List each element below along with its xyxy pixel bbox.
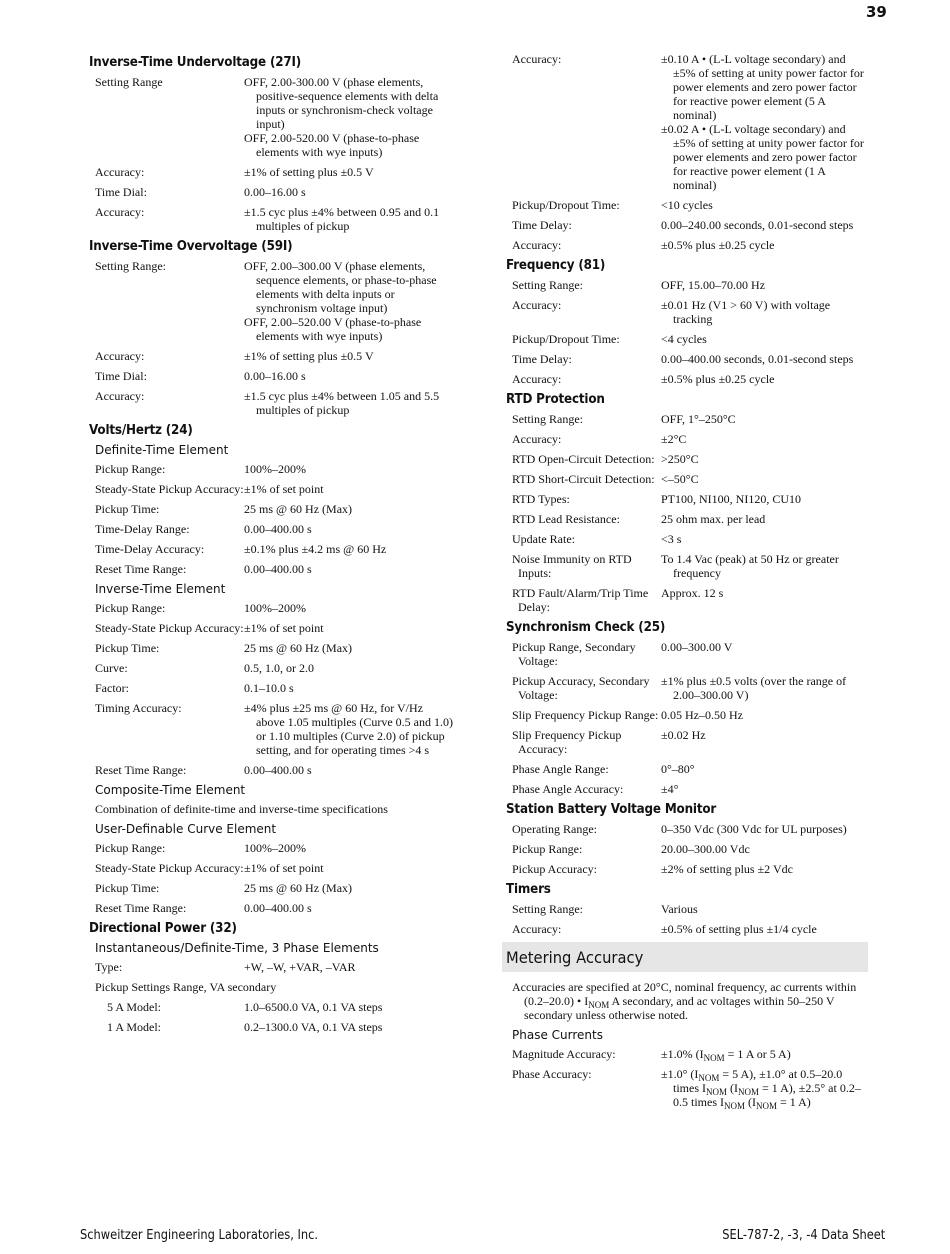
section-heading: RTD Protection	[506, 392, 605, 407]
spec-value-line: <3 s	[661, 532, 682, 546]
spec-label: Pickup Range:	[95, 841, 166, 855]
spec-value	[244, 369, 454, 383]
spec-value-line: ±1% of set point	[244, 621, 324, 635]
metering-heading: Metering Accuracy	[506, 948, 644, 967]
spec-value-line: 0.00–400.00 s	[244, 763, 312, 777]
spec-value	[661, 52, 868, 192]
spec-value-line: PT100, NI100, NI120, CU10	[661, 492, 801, 506]
spec-value	[244, 661, 454, 675]
spec-value-line: 0.2–1300.0 VA, 0.1 VA steps	[244, 1020, 383, 1034]
spec-value	[244, 482, 454, 496]
subsection-heading: Instantaneous/Definite-Time, 3 Phase Elements	[95, 941, 379, 955]
spec-value	[244, 960, 454, 974]
spec-value-line: 0.00–400.00 s	[244, 562, 312, 576]
spec-row	[95, 1020, 454, 1034]
spec-row	[95, 960, 454, 974]
section-heading: Frequency (81)	[506, 258, 606, 273]
spec-label: Slip Frequency Pickup Accuracy:	[512, 728, 622, 756]
right-column	[506, 52, 868, 1115]
spec-value-line: ±1% of set point	[244, 861, 324, 875]
spec-value-line: ±1.5 cyc plus ±4% between 1.05 and 5.5 multiples of pickup	[244, 389, 440, 417]
spec-value	[661, 532, 868, 546]
spec-value-line: ±0.02 A • (L-L voltage secondary) and ±5% of setting at unity power factor for power elements and zero power factor for reactive power element (1 A nominal)	[661, 122, 864, 192]
spec-row	[512, 238, 868, 252]
spec-row	[95, 185, 454, 199]
spec-label: Reset Time Range:	[95, 562, 187, 576]
spec-value-line: +W, –W, +VAR, –VAR	[244, 960, 356, 974]
spec-label: RTD Lead Resistance:	[512, 512, 620, 526]
spec-row	[95, 542, 454, 556]
spec-value	[661, 822, 868, 836]
spec-label: RTD Fault/Alarm/Trip Time Delay:	[512, 586, 649, 614]
spec-value	[661, 472, 868, 486]
spec-value-line: ±0.5% plus ±0.25 cycle	[661, 238, 775, 252]
spec-row	[512, 352, 868, 366]
spec-label: Pickup Range:	[512, 842, 583, 856]
spec-value	[661, 432, 868, 446]
spec-value	[244, 1020, 454, 1034]
spec-row	[512, 472, 868, 486]
spec-row	[512, 708, 868, 722]
spec-label: Factor:	[95, 681, 129, 695]
spec-value-line: 0.00–400.00 seconds, 0.01-second steps	[661, 352, 854, 366]
spec-value	[661, 352, 868, 366]
spec-value	[661, 922, 868, 936]
spec-label: Time Dial:	[95, 185, 147, 199]
section-heading: Inverse-Time Undervoltage (27I)	[89, 55, 302, 70]
spec-row	[512, 822, 868, 836]
spec-row	[95, 205, 454, 233]
spec-label: Pickup/Dropout Time:	[512, 198, 620, 212]
spec-label: Reset Time Range:	[95, 901, 187, 915]
spec-value-line: 100%–200%	[244, 462, 306, 476]
spec-row	[512, 278, 868, 292]
spec-value-line: Various	[661, 902, 698, 916]
spec-value-line: 0.5, 1.0, or 2.0	[244, 661, 314, 675]
spec-label: RTD Open-Circuit Detection:	[512, 452, 655, 466]
spec-label: Accuracy:	[512, 238, 562, 252]
spec-value-line: Approx. 12 s	[661, 586, 724, 600]
spec-row	[95, 502, 454, 516]
spec-row	[95, 482, 454, 496]
subsection-heading: Phase Currents	[512, 1028, 603, 1042]
spec-row	[95, 901, 454, 915]
spec-label: Pickup Range:	[95, 462, 166, 476]
spec-row	[512, 432, 868, 446]
spec-value-line: ±1% of setting plus ±0.5 V	[244, 165, 374, 179]
spec-row	[95, 661, 454, 675]
spec-label: Pickup/Dropout Time:	[512, 332, 620, 346]
spec-row	[95, 763, 454, 777]
spec-value-line: 0–350 Vdc (300 Vdc for UL purposes)	[661, 822, 847, 836]
spec-row	[512, 492, 868, 506]
spec-label: RTD Types:	[512, 492, 570, 506]
spec-value-line: 25 ohm max. per lead	[661, 512, 766, 526]
subsection-heading: Inverse-Time Element	[95, 582, 226, 596]
spec-value	[661, 640, 868, 668]
spec-label: Time Delay:	[512, 218, 572, 232]
footer-company: Schweitzer Engineering Laboratories, Inc.	[80, 1228, 319, 1243]
spec-label: Setting Range:	[512, 412, 583, 426]
spec-label: Accuracy:	[512, 298, 562, 312]
spec-row	[512, 512, 868, 526]
spec-row	[95, 601, 454, 615]
spec-value-line: 0.00–16.00 s	[244, 369, 306, 383]
spec-value-line: 20.00–300.00 Vdc	[661, 842, 750, 856]
spec-label: Reset Time Range:	[95, 763, 187, 777]
spec-label: Pickup Range, Secondary Voltage:	[512, 640, 636, 668]
spec-label: Type:	[95, 960, 123, 974]
spec-value	[661, 372, 868, 386]
spec-row	[512, 674, 868, 702]
spec-value-line: OFF, 15.00–70.00 Hz	[661, 278, 766, 292]
spec-row	[512, 552, 868, 580]
spec-value-line: 0.00–16.00 s	[244, 185, 306, 199]
spec-value-line: ±2% of setting plus ±2 Vdc	[661, 862, 793, 876]
spec-value-line: ±4°	[661, 782, 679, 796]
page-number: 39	[866, 3, 887, 21]
spec-label: Accuracy:	[512, 52, 562, 66]
spec-label: Setting Range:	[512, 902, 583, 916]
spec-row	[512, 532, 868, 546]
spec-value	[244, 681, 454, 695]
spec-value-line: 25 ms @ 60 Hz (Max)	[244, 881, 353, 895]
spec-value-line: 25 ms @ 60 Hz (Max)	[244, 641, 353, 655]
spec-value-line: ±0.5% plus ±0.25 cycle	[661, 372, 775, 386]
spec-value-line: 0.00–300.00 V	[661, 640, 733, 654]
spec-value	[661, 902, 868, 916]
spec-value	[244, 462, 454, 476]
subsection-heading: Definite-Time Element	[95, 443, 229, 457]
spec-value-line: <4 cycles	[661, 332, 707, 346]
spec-row	[95, 1000, 454, 1014]
spec-value-line: OFF, 1°–250°C	[661, 412, 736, 426]
spec-label: Time Dial:	[95, 369, 147, 383]
spec-value	[244, 841, 454, 855]
spec-row	[512, 412, 868, 426]
spec-value	[661, 1047, 868, 1061]
spec-value	[244, 542, 454, 556]
spec-value-line: OFF, 2.00-300.00 V (phase elements, positive-sequence elements with delta inputs or synchronism-check voltage input)	[244, 75, 439, 131]
spec-value	[244, 389, 454, 417]
spec-row	[95, 562, 454, 576]
spec-row	[95, 841, 454, 855]
spec-value	[244, 1000, 454, 1014]
spec-label: Setting Range:	[95, 259, 166, 273]
spec-value-line: 100%–200%	[244, 601, 306, 615]
spec-row	[512, 452, 868, 466]
spec-row	[95, 389, 454, 417]
spec-value	[661, 452, 868, 466]
spec-value	[244, 502, 454, 516]
spec-row	[95, 259, 454, 343]
spec-value	[661, 728, 868, 756]
spec-row	[512, 922, 868, 936]
spec-label: Accuracy:	[95, 205, 145, 219]
spec-row	[95, 701, 454, 757]
spec-label: Time Delay:	[512, 352, 572, 366]
spec-label: Pickup Accuracy, Secondary Voltage:	[512, 674, 650, 702]
section-heading: Volts/Hertz (24)	[89, 423, 193, 438]
spec-row	[95, 75, 454, 159]
spec-label: Operating Range:	[512, 822, 597, 836]
spec-value	[244, 641, 454, 655]
spec-value	[244, 861, 454, 875]
spec-value	[244, 562, 454, 576]
spec-label: Accuracy:	[512, 922, 562, 936]
spec-label: 1 A Model:	[107, 1020, 162, 1034]
spec-value	[661, 298, 868, 326]
spec-value	[661, 198, 868, 212]
spec-label: Phase Accuracy:	[512, 1067, 592, 1081]
spec-label: Noise Immunity on RTD Inputs:	[512, 552, 632, 580]
spec-row	[512, 52, 868, 192]
spec-value	[661, 782, 868, 796]
spec-label: Pickup Time:	[95, 502, 160, 516]
spec-value-line: 0.00–240.00 seconds, 0.01-second steps	[661, 218, 854, 232]
spec-value	[244, 75, 454, 159]
spec-row	[512, 640, 868, 668]
spec-value	[244, 881, 454, 895]
spec-label: Accuracy:	[95, 165, 145, 179]
spec-value	[661, 842, 868, 856]
spec-row	[95, 861, 454, 875]
spec-value-line: ±1% plus ±0.5 volts (over the range of 2.00–300.00 V)	[661, 674, 847, 702]
spec-value	[661, 674, 868, 702]
spec-value	[244, 621, 454, 635]
spec-value-line: OFF, 2.00–300.00 V (phase elements, sequence elements, or phase-to-phase elements with delta inputs or synchronism voltage input)	[244, 259, 437, 315]
spec-value-line: ±0.1% plus ±4.2 ms @ 60 Hz	[244, 542, 387, 556]
spec-value-line: 1.0–6500.0 VA, 0.1 VA steps	[244, 1000, 383, 1014]
spec-value-line: ±0.02 Hz	[661, 728, 706, 742]
subsection-heading: Composite-Time Element	[95, 783, 246, 797]
spec-value-line: ±1.0% ($I_{NOM} = 1$ A or 5 A)	[661, 1047, 791, 1063]
spec-row	[512, 218, 868, 232]
spec-value	[661, 412, 868, 426]
spec-label: Phase Angle Accuracy:	[512, 782, 624, 796]
spec-value-line: ±1.5 cyc plus ±4% between 0.95 and 0.1 multiples of pickup	[244, 205, 440, 233]
spec-value	[661, 708, 868, 722]
spec-value-line: 100%–200%	[244, 841, 306, 855]
spec-label: Update Rate:	[512, 532, 575, 546]
subsection-heading: User-Definable Curve Element	[95, 822, 277, 836]
section-heading: Synchronism Check (25)	[506, 620, 666, 635]
spec-value	[244, 205, 454, 233]
spec-label: Accuracy:	[512, 432, 562, 446]
spec-value-line: 0°–80°	[661, 762, 695, 776]
spec-label: Steady-State Pickup Accuracy:	[95, 482, 244, 496]
spec-label: Time-Delay Range:	[95, 522, 190, 536]
spec-value-line: OFF, 2.00–520.00 V (phase-to-phase elements with wye inputs)	[244, 315, 422, 343]
spec-value	[661, 238, 868, 252]
spec-value-line: ±4% plus ±25 ms @ 60 Hz, for V/Hz above 1.05 multiples (Curve 0.5 and 1.0) or 1.10 multiples (Curve 2.0) of pickup setting, and for operating times >4 s	[244, 701, 453, 757]
spec-label: Slip Frequency Pickup Range:	[512, 708, 659, 722]
left-column	[89, 52, 454, 1040]
spec-label: Steady-State Pickup Accuracy:	[95, 621, 244, 635]
spec-row	[95, 462, 454, 476]
spec-label: Setting Range	[95, 75, 163, 89]
spec-row	[95, 522, 454, 536]
spec-row	[95, 681, 454, 695]
spec-value	[244, 522, 454, 536]
spec-value-line: ±1% of set point	[244, 482, 324, 496]
spec-row	[512, 1067, 868, 1109]
spec-label: Steady-State Pickup Accuracy:	[95, 861, 244, 875]
spec-value	[661, 586, 868, 614]
spec-value-line: ±2°C	[661, 432, 687, 446]
spec-label: RTD Short-Circuit Detection:	[512, 472, 655, 486]
spec-row	[95, 369, 454, 383]
spec-label: Time-Delay Accuracy:	[95, 542, 205, 556]
spec-row	[512, 372, 868, 386]
spec-row	[512, 842, 868, 856]
spec-value	[661, 762, 868, 776]
spec-row	[512, 862, 868, 876]
spec-row	[512, 762, 868, 776]
spec-row	[95, 881, 454, 895]
spec-value	[661, 552, 868, 580]
spec-note: Pickup Settings Range, VA secondary	[95, 980, 277, 994]
spec-value-line: 0.1–10.0 s	[244, 681, 294, 695]
spec-value-line: 0.00–400.00 s	[244, 901, 312, 915]
spec-value-line: 25 ms @ 60 Hz (Max)	[244, 502, 353, 516]
spec-row	[95, 621, 454, 635]
section-heading: Directional Power (32)	[89, 921, 237, 936]
spec-row	[512, 728, 868, 756]
spec-value	[244, 763, 454, 777]
spec-value	[244, 701, 454, 757]
section-heading: Station Battery Voltage Monitor	[506, 802, 717, 817]
spec-label: Accuracy:	[512, 372, 562, 386]
spec-value	[661, 278, 868, 292]
spec-value	[244, 901, 454, 915]
spec-value	[661, 1067, 868, 1109]
spec-value	[244, 601, 454, 615]
spec-row	[512, 332, 868, 346]
spec-row	[95, 165, 454, 179]
spec-value-line: ±0.01 Hz (V1 > 60 V) with voltage tracking	[661, 298, 831, 326]
spec-value	[661, 218, 868, 232]
spec-label: Pickup Range:	[95, 601, 166, 615]
spec-label: Pickup Accuracy:	[512, 862, 597, 876]
spec-label: 5 A Model:	[107, 1000, 162, 1014]
spec-value-line: <10 cycles	[661, 198, 713, 212]
spec-value	[244, 349, 454, 363]
spec-value-line: To 1.4 Vac (peak) at 50 Hz or greater frequency	[661, 552, 839, 580]
spec-row	[512, 1047, 868, 1061]
spec-row	[512, 902, 868, 916]
spec-row	[95, 349, 454, 363]
spec-value	[661, 492, 868, 506]
footer-doc-title: SEL-787-2, -3, -4 Data Sheet	[721, 1228, 885, 1243]
spec-row	[512, 782, 868, 796]
spec-value-line: <–50°C	[661, 472, 699, 486]
spec-row	[512, 298, 868, 326]
spec-value	[661, 862, 868, 876]
spec-label: Setting Range:	[512, 278, 583, 292]
spec-row	[512, 586, 868, 614]
spec-row	[95, 641, 454, 655]
spec-label: Curve:	[95, 661, 128, 675]
metering-banner	[502, 942, 868, 972]
spec-value-line: ±0.10 A • (L-L voltage secondary) and ±5% of setting at unity power factor for power elements and zero power factor for reactive power element (5 A nominal)	[661, 52, 864, 122]
section-heading: Timers	[506, 882, 551, 897]
spec-label: Pickup Time:	[95, 881, 160, 895]
spec-label: Timing Accuracy:	[95, 701, 182, 715]
spec-value-line: ±0.5% of setting plus ±1/4 cycle	[661, 922, 817, 936]
spec-note: Combination of definite-time and inverse-time specifications	[95, 802, 388, 816]
spec-value	[244, 165, 454, 179]
spec-value-line: ±1% of setting plus ±0.5 V	[244, 349, 374, 363]
spec-label: Accuracy:	[95, 389, 145, 403]
metering-intro: Accuracies are specified at 20°C, nominal frequency, ac currents within (0.2–20.0) • $I_{NOM}$ A secondary, and ac voltages within 50–250 V secondary unless otherwise noted.	[512, 980, 857, 1022]
spec-value-line: 0.00–400.00 s	[244, 522, 312, 536]
spec-value-line: ±1.0° ($I_{NOM} = 5$ A), ±1.0° at 0.5–20.0 times $I_{NOM}$ ($I_{NOM} = 1$ A), ±2.5° at 0.2–0.5 times $I_{NOM}$ ($I_{NOM} = 1$ A)	[661, 1067, 861, 1111]
spec-value	[661, 332, 868, 346]
section-heading: Inverse-Time Overvoltage (59I)	[89, 239, 293, 254]
spec-value-line: OFF, 2.00-520.00 V (phase-to-phase elements with wye inputs)	[244, 131, 420, 159]
spec-label: Magnitude Accuracy:	[512, 1047, 616, 1061]
spec-value	[244, 259, 454, 343]
spec-label: Accuracy:	[95, 349, 145, 363]
spec-value-line: >250°C	[661, 452, 699, 466]
spec-row	[512, 198, 868, 212]
spec-label: Pickup Time:	[95, 641, 160, 655]
spec-value	[661, 512, 868, 526]
spec-value	[244, 185, 454, 199]
spec-label: Phase Angle Range:	[512, 762, 609, 776]
spec-value-line: 0.05 Hz–0.50 Hz	[661, 708, 743, 722]
